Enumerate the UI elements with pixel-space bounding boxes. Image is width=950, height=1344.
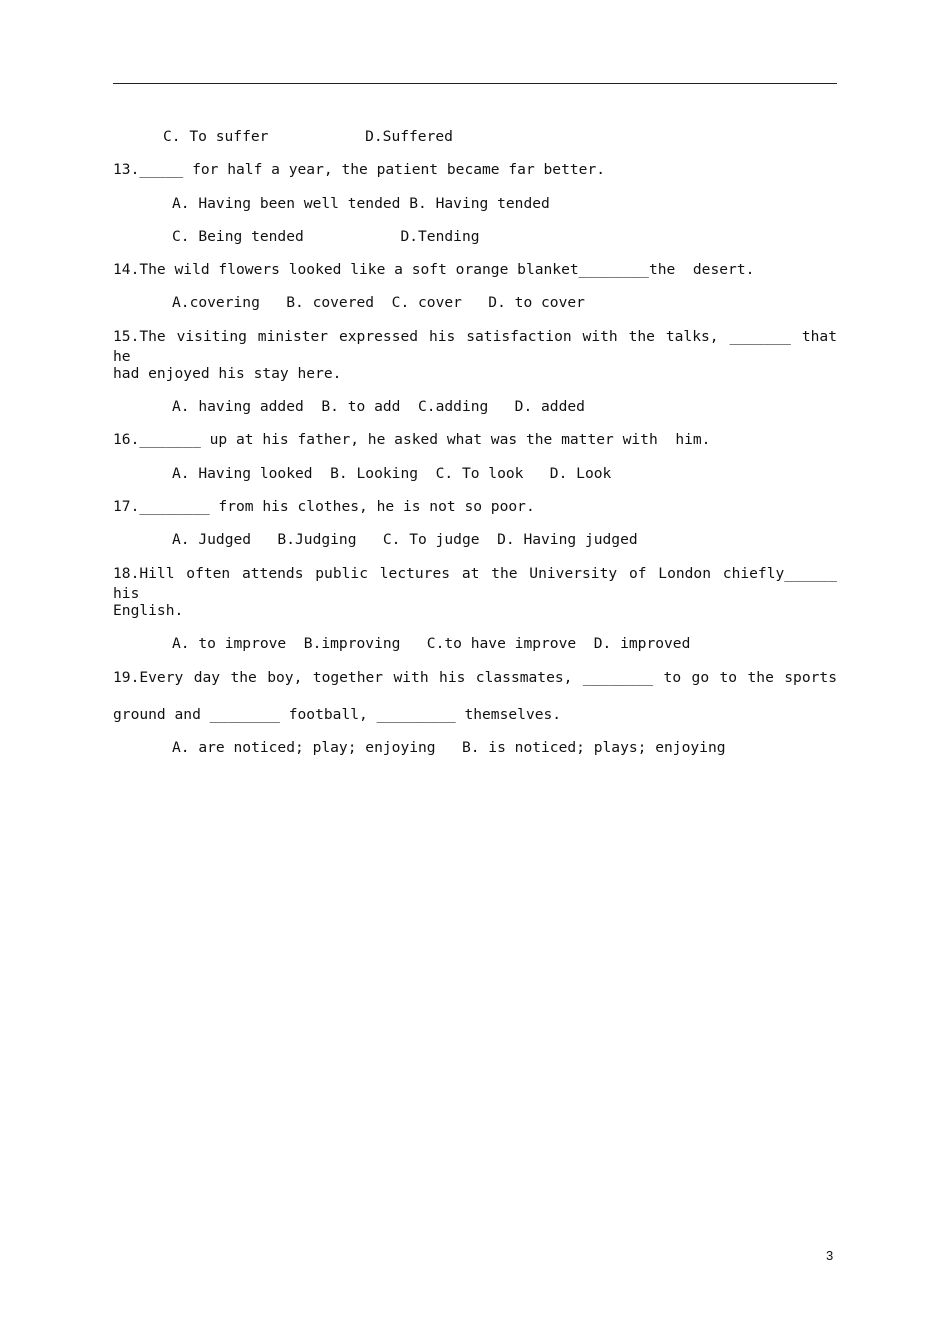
q19-stem-line1: 19.Every day the boy, together with his classmates, ________ to go to the sports <box>113 669 837 686</box>
q18-options: A. to improve B.improving C.to have improve D. improved <box>172 635 691 652</box>
q13-options-ab: A. Having been well tended B. Having tended <box>172 195 550 212</box>
q18-stem-line2: English. <box>113 602 184 619</box>
q13-stem: 13._____ for half a year, the patient became far better. <box>113 161 606 178</box>
q16-stem: 16._______ up at his father, he asked what was the matter with him. <box>113 431 711 448</box>
page-number: 3 <box>826 1248 834 1263</box>
q15-stem-line2: had enjoyed his stay here. <box>113 365 342 382</box>
q17-stem: 17.________ from his clothes, he is not so poor. <box>113 498 535 515</box>
q18-stem-line1: 18.Hill often attends public lectures at the University of London chiefly______ his <box>113 565 837 602</box>
q13-options-cd: C. Being tended D.Tending <box>172 228 480 245</box>
q15-options: A. having added B. to add C.adding D. added <box>172 398 585 415</box>
q19-options-ab: A. are noticed; play; enjoying B. is noticed; plays; enjoying <box>172 739 726 756</box>
q14-stem: 14.The wild flowers looked like a soft orange blanket________the desert. <box>113 261 755 278</box>
q17-options: A. Judged B.Judging C. To judge D. Having judged <box>172 531 638 548</box>
q14-options: A.covering B. covered C. cover D. to cover <box>172 294 585 311</box>
header-rule <box>113 83 837 84</box>
q16-options: A. Having looked B. Looking C. To look D. Look <box>172 465 612 482</box>
q15-stem-line1: 15.The visiting minister expressed his satisfaction with the talks, _______ that he <box>113 328 837 365</box>
q12-options-cd: C. To suffer D.Suffered <box>163 128 453 145</box>
q19-stem-line2: ground and ________ football, _________ themselves. <box>113 706 562 723</box>
